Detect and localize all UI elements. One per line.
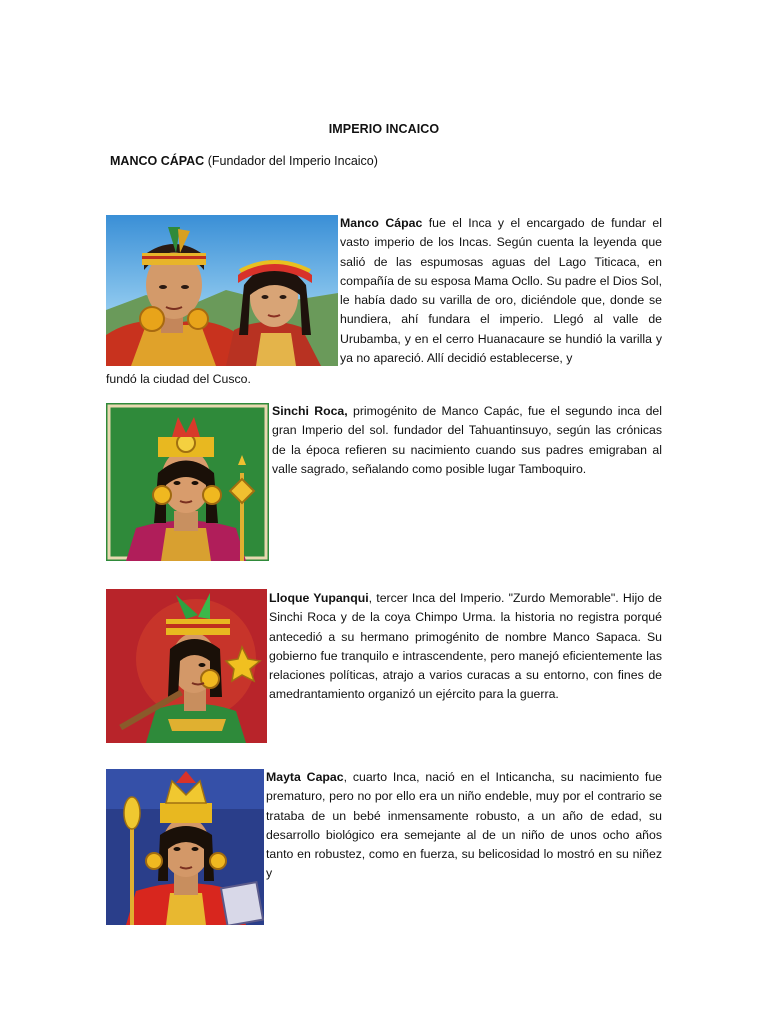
- entry-manco-capac-text: [340, 214, 662, 368]
- entry-body: primogénito de Manco Capác, fue el segundo inca del gran Imperio del sol. fundador del Tahuantinsuyo, según las crónicas de la época refieren su nacimiento cuando sus padres emigraban al valle sagrado, señalando como posible lugar Tamboquiro.: [272, 404, 662, 476]
- page-title: IMPERIO INCAICO: [328, 122, 440, 136]
- entry-name: Mayta Capac: [266, 770, 344, 784]
- entry-sinchi-roca-text: [272, 402, 662, 479]
- subtitle-note: (Fundador del Imperio Incaico): [204, 154, 378, 168]
- portrait-mayta-capac: [106, 769, 264, 925]
- entry-mayta-capac-text: [266, 768, 662, 884]
- portrait-manco-capac: [106, 215, 338, 366]
- entry-name: Manco Cápac: [340, 216, 423, 230]
- entry-body: , cuarto Inca, nació en el Inticancha, su nacimiento fue prematuro, pero no por ello era un niño endeble, muy por el contrario se trataba de un bebé inmensamente robusto, a un año de edad, su desarrollo biológico era semejante al de un niño de unos ocho años tanto en robustez, como en fuerza, su belicosidad lo mostró en su niñez y: [266, 770, 663, 881]
- subtitle-name: MANCO CÁPAC: [110, 154, 205, 168]
- entry-body: , tercer Inca del Imperio. "Zurdo Memorable". Hijo de Sinchi Roca y de la coya Chimpo Urma. la historia no registra porqué antecedió a su hermano primogénito de nombre Manco Sapaca. Su gobierno fue tranquilo e intrascendente, pero manejó eficientemente las relaciones políticas, atrajo a varios curacas a su entorno, con fines de amedrantamiento organizó un ejército para la guerra.: [269, 591, 662, 702]
- entry-lloque-yupanqui-text: [269, 589, 662, 705]
- subtitle: [110, 154, 378, 168]
- entry-name: Sinchi Roca,: [272, 404, 348, 418]
- entry-body: fue el Inca y el encargado de fundar el vasto imperio de los Incas. Según cuenta la leyenda que salió de las espumosas aguas del Lago Titicaca, en compañía de su esposa Mama Ocllo. Su padre el Dios Sol, le había dado su varilla de oro, diciéndole que, donde se hundiera, ahí fundara el imperio. Llegó al valle de Urubamba, y en el cerro Huanacaure se hundió la varilla y ya no apareció. Allí decidió establecerse, y: [340, 216, 662, 366]
- portrait-sinchi-roca: [106, 403, 269, 561]
- entry-name: Lloque Yupanqui: [269, 591, 369, 605]
- entry-manco-capac-tail: fundó la ciudad del Cusco.: [106, 372, 251, 386]
- portrait-lloque-yupanqui: [106, 589, 267, 743]
